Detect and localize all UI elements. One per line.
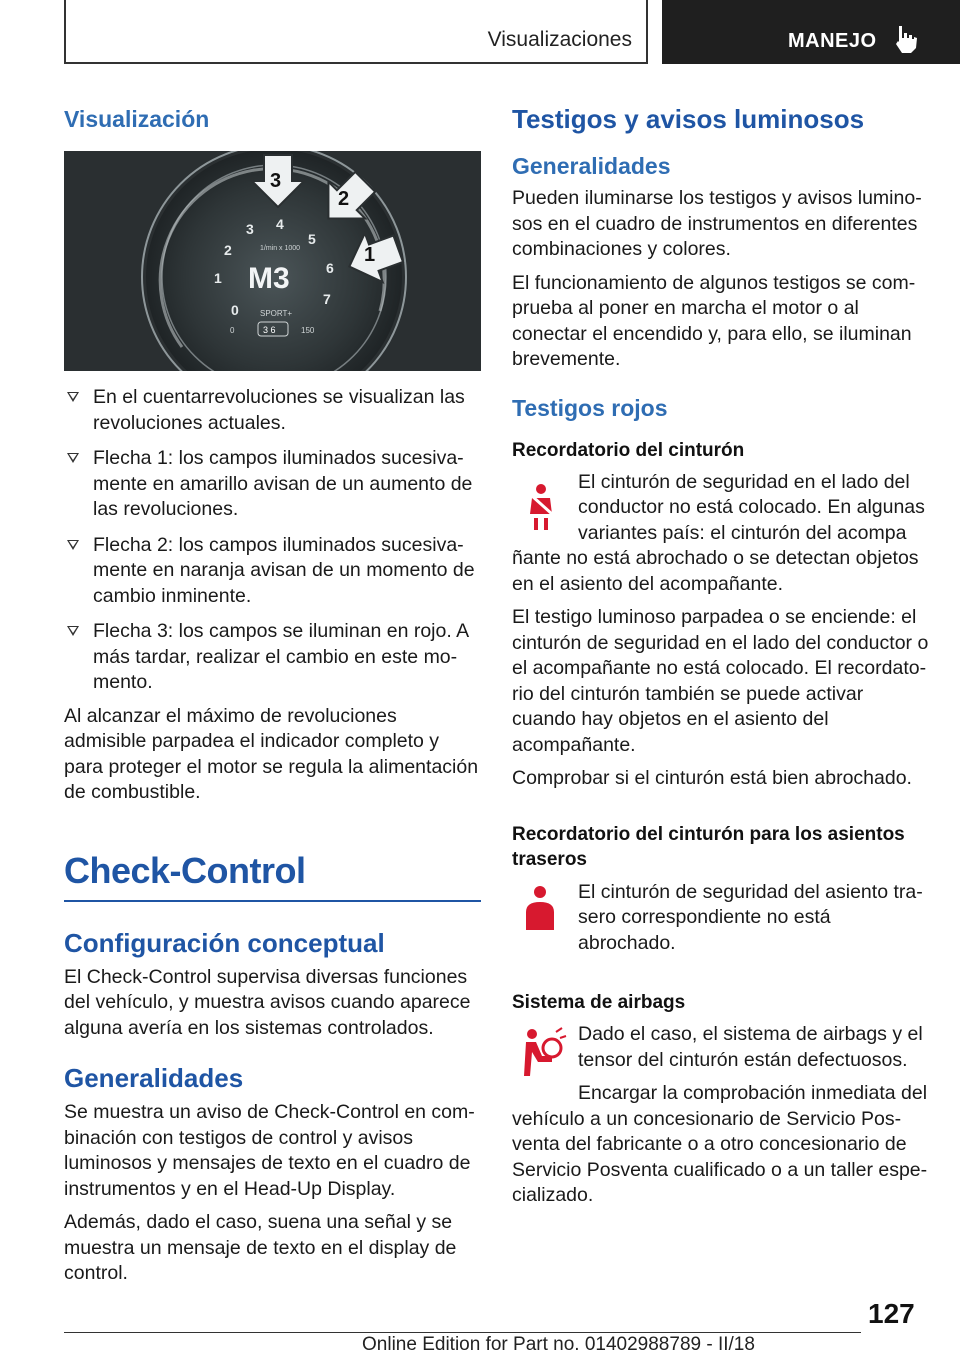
heading-generalidades-right: Generalidades bbox=[512, 153, 671, 179]
list-item bbox=[64, 619, 481, 696]
heading-airbags: Sistema de airbags bbox=[512, 992, 686, 1013]
bullet-text: Flecha 2: los campos iluminados sucesivamente en naranja avisan de un momento de cambio inminente. bbox=[93, 533, 475, 607]
rev-counter-image bbox=[64, 151, 481, 371]
svg-text:6: 6 bbox=[326, 260, 334, 276]
triangle-bullet-icon bbox=[67, 626, 79, 636]
hand-pointer-icon bbox=[894, 24, 918, 54]
left-column bbox=[64, 96, 481, 1287]
rear-belt-warning-block bbox=[512, 880, 930, 957]
paragraph-belt-2: El testigo luminoso parpadea o se enciende: el cinturón de seguridad en el lado del conductor o el acompañante no está colocado. El recordatorio del cinturón también se puede activar cuando hay objetos en el asiento del acompañante. bbox=[512, 606, 929, 756]
svg-text:0: 0 bbox=[231, 302, 239, 318]
heading-belt-reminder: Recordatorio del cinturón bbox=[512, 439, 745, 461]
airbag-text-continued: vehículo a un concesionario de Servicio Posventa del fabricante o a otro concesionario de Servicio Posventa cualificado o a un taller especializado. bbox=[512, 1107, 928, 1206]
speed-150: 150 bbox=[301, 326, 315, 335]
chapter-label: MANEJO bbox=[788, 30, 877, 52]
arrow-1-label: 1 bbox=[364, 244, 376, 266]
gear-label: 3 6 bbox=[263, 325, 276, 335]
paragraph-max-revs: Al alcanzar el máximo de revoluciones admisible parpadea el indicador completo y para proteger el motor se regula la alimentación de combustible. bbox=[64, 704, 479, 803]
footer-edition: Online Edition for Part no. 01402988789 - II/18 bbox=[362, 1334, 755, 1355]
arrow-2-label: 2 bbox=[338, 188, 350, 210]
bullet-list bbox=[64, 385, 481, 696]
brand-label: M3 bbox=[248, 262, 290, 295]
svg-text:4: 4 bbox=[276, 216, 284, 232]
airbag-warning-icon bbox=[512, 1026, 568, 1082]
svg-text:5: 5 bbox=[308, 231, 316, 247]
heading-check-control: Check-Control bbox=[64, 850, 481, 902]
heading-configuracion: Configuración conceptual bbox=[64, 927, 385, 958]
rear-seatbelt-icon bbox=[512, 882, 568, 938]
heading-testigos-rojos: Testigos rojos bbox=[512, 394, 668, 421]
svg-text:3: 3 bbox=[246, 221, 254, 237]
seatbelt-warning-icon bbox=[512, 480, 568, 536]
belt-text-continued: ñante no está abrochado o se detectan objetos en el asiento del acompañante. bbox=[512, 547, 919, 595]
paragraph-gen-2: Además, dado el caso, suena una señal y se muestra un mensaje de texto en el display de control. bbox=[64, 1211, 457, 1284]
right-column bbox=[512, 96, 930, 1209]
bullet-text: Flecha 1: los campos iluminados sucesivamente en amarillo avisan de un aumento de las revoluciones. bbox=[93, 447, 473, 520]
heading-testigos: Testigos y avisos luminosos bbox=[512, 104, 865, 134]
triangle-bullet-icon bbox=[67, 392, 79, 402]
triangle-bullet-icon bbox=[67, 453, 79, 463]
triangle-bullet-icon bbox=[67, 540, 79, 550]
mode-label: SPORT+ bbox=[260, 309, 293, 318]
bullet-text: En el cuentarrevoluciones se visualizan las revoluciones actuales. bbox=[93, 386, 465, 434]
header-left-box bbox=[64, 0, 648, 64]
page-number: 127 bbox=[868, 1298, 915, 1329]
list-item bbox=[64, 385, 481, 436]
airbag-text: Dado el caso, el sistema de airbags y el tensor del cinturón están defectuosos. bbox=[578, 1023, 923, 1071]
speed-zero: 0 bbox=[230, 326, 235, 335]
airbag-text-indented: Encargar la comprobación inmediata del bbox=[578, 1082, 928, 1104]
belt-text-indented: El cinturón de seguridad en el lado del conductor no está colocado. En algunas variantes país: el cinturón del acompa bbox=[578, 470, 925, 544]
chapter-tab bbox=[662, 0, 960, 64]
svg-text:1: 1 bbox=[214, 270, 222, 286]
list-item bbox=[64, 446, 481, 523]
bullet-text: Flecha 3: los campos se iluminan en rojo. A más tardar, realizar el cambio en este momento. bbox=[93, 620, 469, 693]
svg-text:2: 2 bbox=[224, 242, 232, 258]
svg-text:7: 7 bbox=[323, 291, 331, 307]
heading-visualizacion: Visualización bbox=[64, 106, 210, 132]
airbag-warning-block bbox=[512, 1022, 930, 1209]
heading-generalidades-left: Generalidades bbox=[64, 1063, 244, 1093]
paragraph-belt-3: Comprobar si el cinturón está bien abrochado. bbox=[512, 767, 912, 789]
unit-label: 1/min x 1000 bbox=[260, 245, 301, 252]
rev-counter-illustration bbox=[64, 151, 481, 371]
list-item bbox=[64, 533, 481, 610]
footer-divider bbox=[64, 1332, 861, 1333]
paragraph-gen-1: Se muestra un aviso de Check-Control en combinación con testigos de control y avisos luminosos y mensajes de texto en el cuadro de instrumentos y en el Head-Up Display. bbox=[64, 1101, 475, 1200]
belt-warning-block bbox=[512, 470, 930, 598]
paragraph-testigos-2: El funcionamiento de algunos testigos se comprueba al poner en marcha el motor o al conectar el encendido y, para ello, se iluminan brevemente. bbox=[512, 271, 916, 370]
heading-rear-belt: Recordatorio del cinturón para los asientos traseros bbox=[512, 823, 905, 870]
rear-belt-text: El cinturón de seguridad del asiento trasero correspondiente no está abrochado. bbox=[578, 880, 923, 954]
paragraph-testigos-1: Pueden iluminarse los testigos y avisos luminosos en el cuadro de instrumentos en diferentes combinaciones y colores. bbox=[512, 187, 922, 260]
section-title: Visualizaciones bbox=[487, 28, 632, 51]
arrow-3-label: 3 bbox=[270, 170, 282, 192]
paragraph-config: El Check-Control supervisa diversas funciones del vehículo, y muestra avisos cuando aparece alguna avería en los sistemas controlados. bbox=[64, 965, 471, 1039]
